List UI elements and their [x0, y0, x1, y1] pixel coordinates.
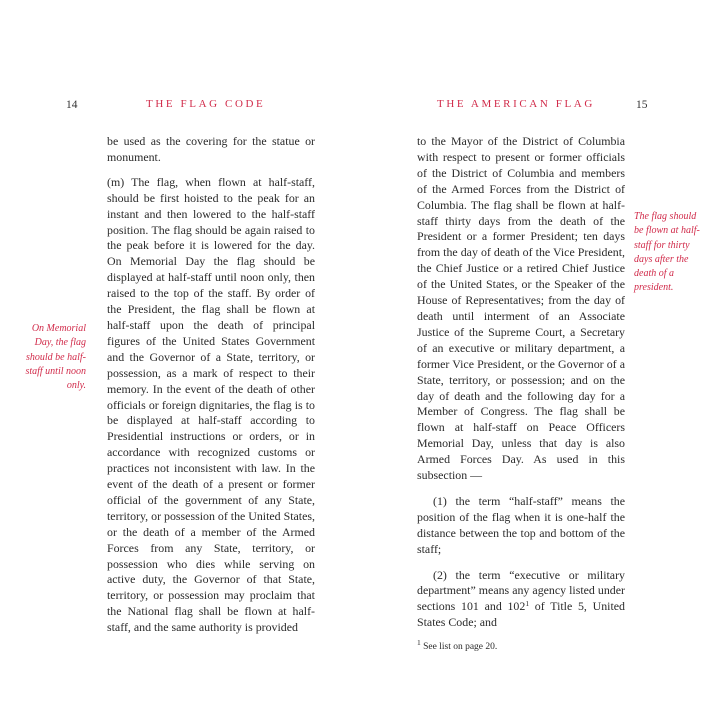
- left-margin-note: On Memorial Day, the flag should be half-staff until noon only.: [25, 323, 86, 392]
- left-paragraph-2: (m) The flag, when flown at half-staff, should be first hoisted to the peak for an instant and then lowered to the half-staff position. The flag should be again raised to the peak before it is lowered for the day. On Memorial Day the flag should be displayed at half-staff until noon only, then raised to the top of the staff. By order of the President, the flag shall be flown at half-staff upon the death of principal figures of the United States Government and the Governor of a State, territory, or possession, as a mark of respect to their memory. In the event of the death of other officials or foreign dignitaries, the flag is to be displayed at half-staff according to Presidential instructions or orders, or in accordance with recognized customs or practices not inconsistent with law. In the event of the death of a present or former official of the government of any State, territory, or possession of the United States, or the death of a member of the Armed Forces from any State, territory, or possession who dies while serving on active duty, the Governor of that State, territory, or possession may proclaim that the National flag shall be flown at half-staff, and the same authority is provided: [107, 174, 315, 635]
- left-text-column: [107, 134, 315, 646]
- footnote: [417, 638, 625, 654]
- right-text-column: [417, 134, 625, 654]
- right-running-head: THE AMERICAN FLAG: [437, 98, 595, 110]
- right-paragraph-3: [417, 568, 625, 632]
- footnote-text: See list on page 20.: [423, 642, 498, 653]
- footnote-marker: 1: [417, 638, 421, 648]
- footnote-reference: 1: [525, 599, 530, 609]
- left-page-number: 14: [66, 99, 78, 111]
- left-running-head: THE FLAG CODE: [146, 98, 266, 110]
- right-page-number: 15: [636, 99, 648, 111]
- left-paragraph-1: be used as the covering for the statue or monument.: [107, 134, 315, 164]
- right-margin-note: The flag should be flown at half-staff for thirty days after the death of a president.: [634, 211, 700, 294]
- right-paragraph-2: (1) the term “half-staff” means the position of the flag when it is one-half the distance between the top and bottom of the staff;: [417, 493, 625, 556]
- right-paragraph-3-text-a: (2) the term “executive or military department” means any agency listed under sections 101 and 102: [417, 567, 625, 614]
- right-paragraph-1: to the Mayor of the District of Columbia with respect to present or former officials of the District of Columbia and members of the Armed Forces from the District of Columbia. The flag shall be flown at half-staff thirty days from the death of the President or a former President; ten days from the day of death of the Vice President, the Chief Justice or a retired Chief Justice of the United States, or the Speaker of the House of Representatives; from the day of death until interment of an Associate Justice of the Supreme Court, a Secretary of an executive or military department, a former Vice President, or the Governor of a State, territory, or possession; and on the day of death and the following day for a Member of Congress. The flag shall be flown at half-staff on Peace Officers Memorial Day, unless that day is also Armed Forces Day. As used in this subsection —: [417, 134, 625, 483]
- right-paragraph-3-text-b: of Title 5, United States Code; and: [417, 599, 625, 630]
